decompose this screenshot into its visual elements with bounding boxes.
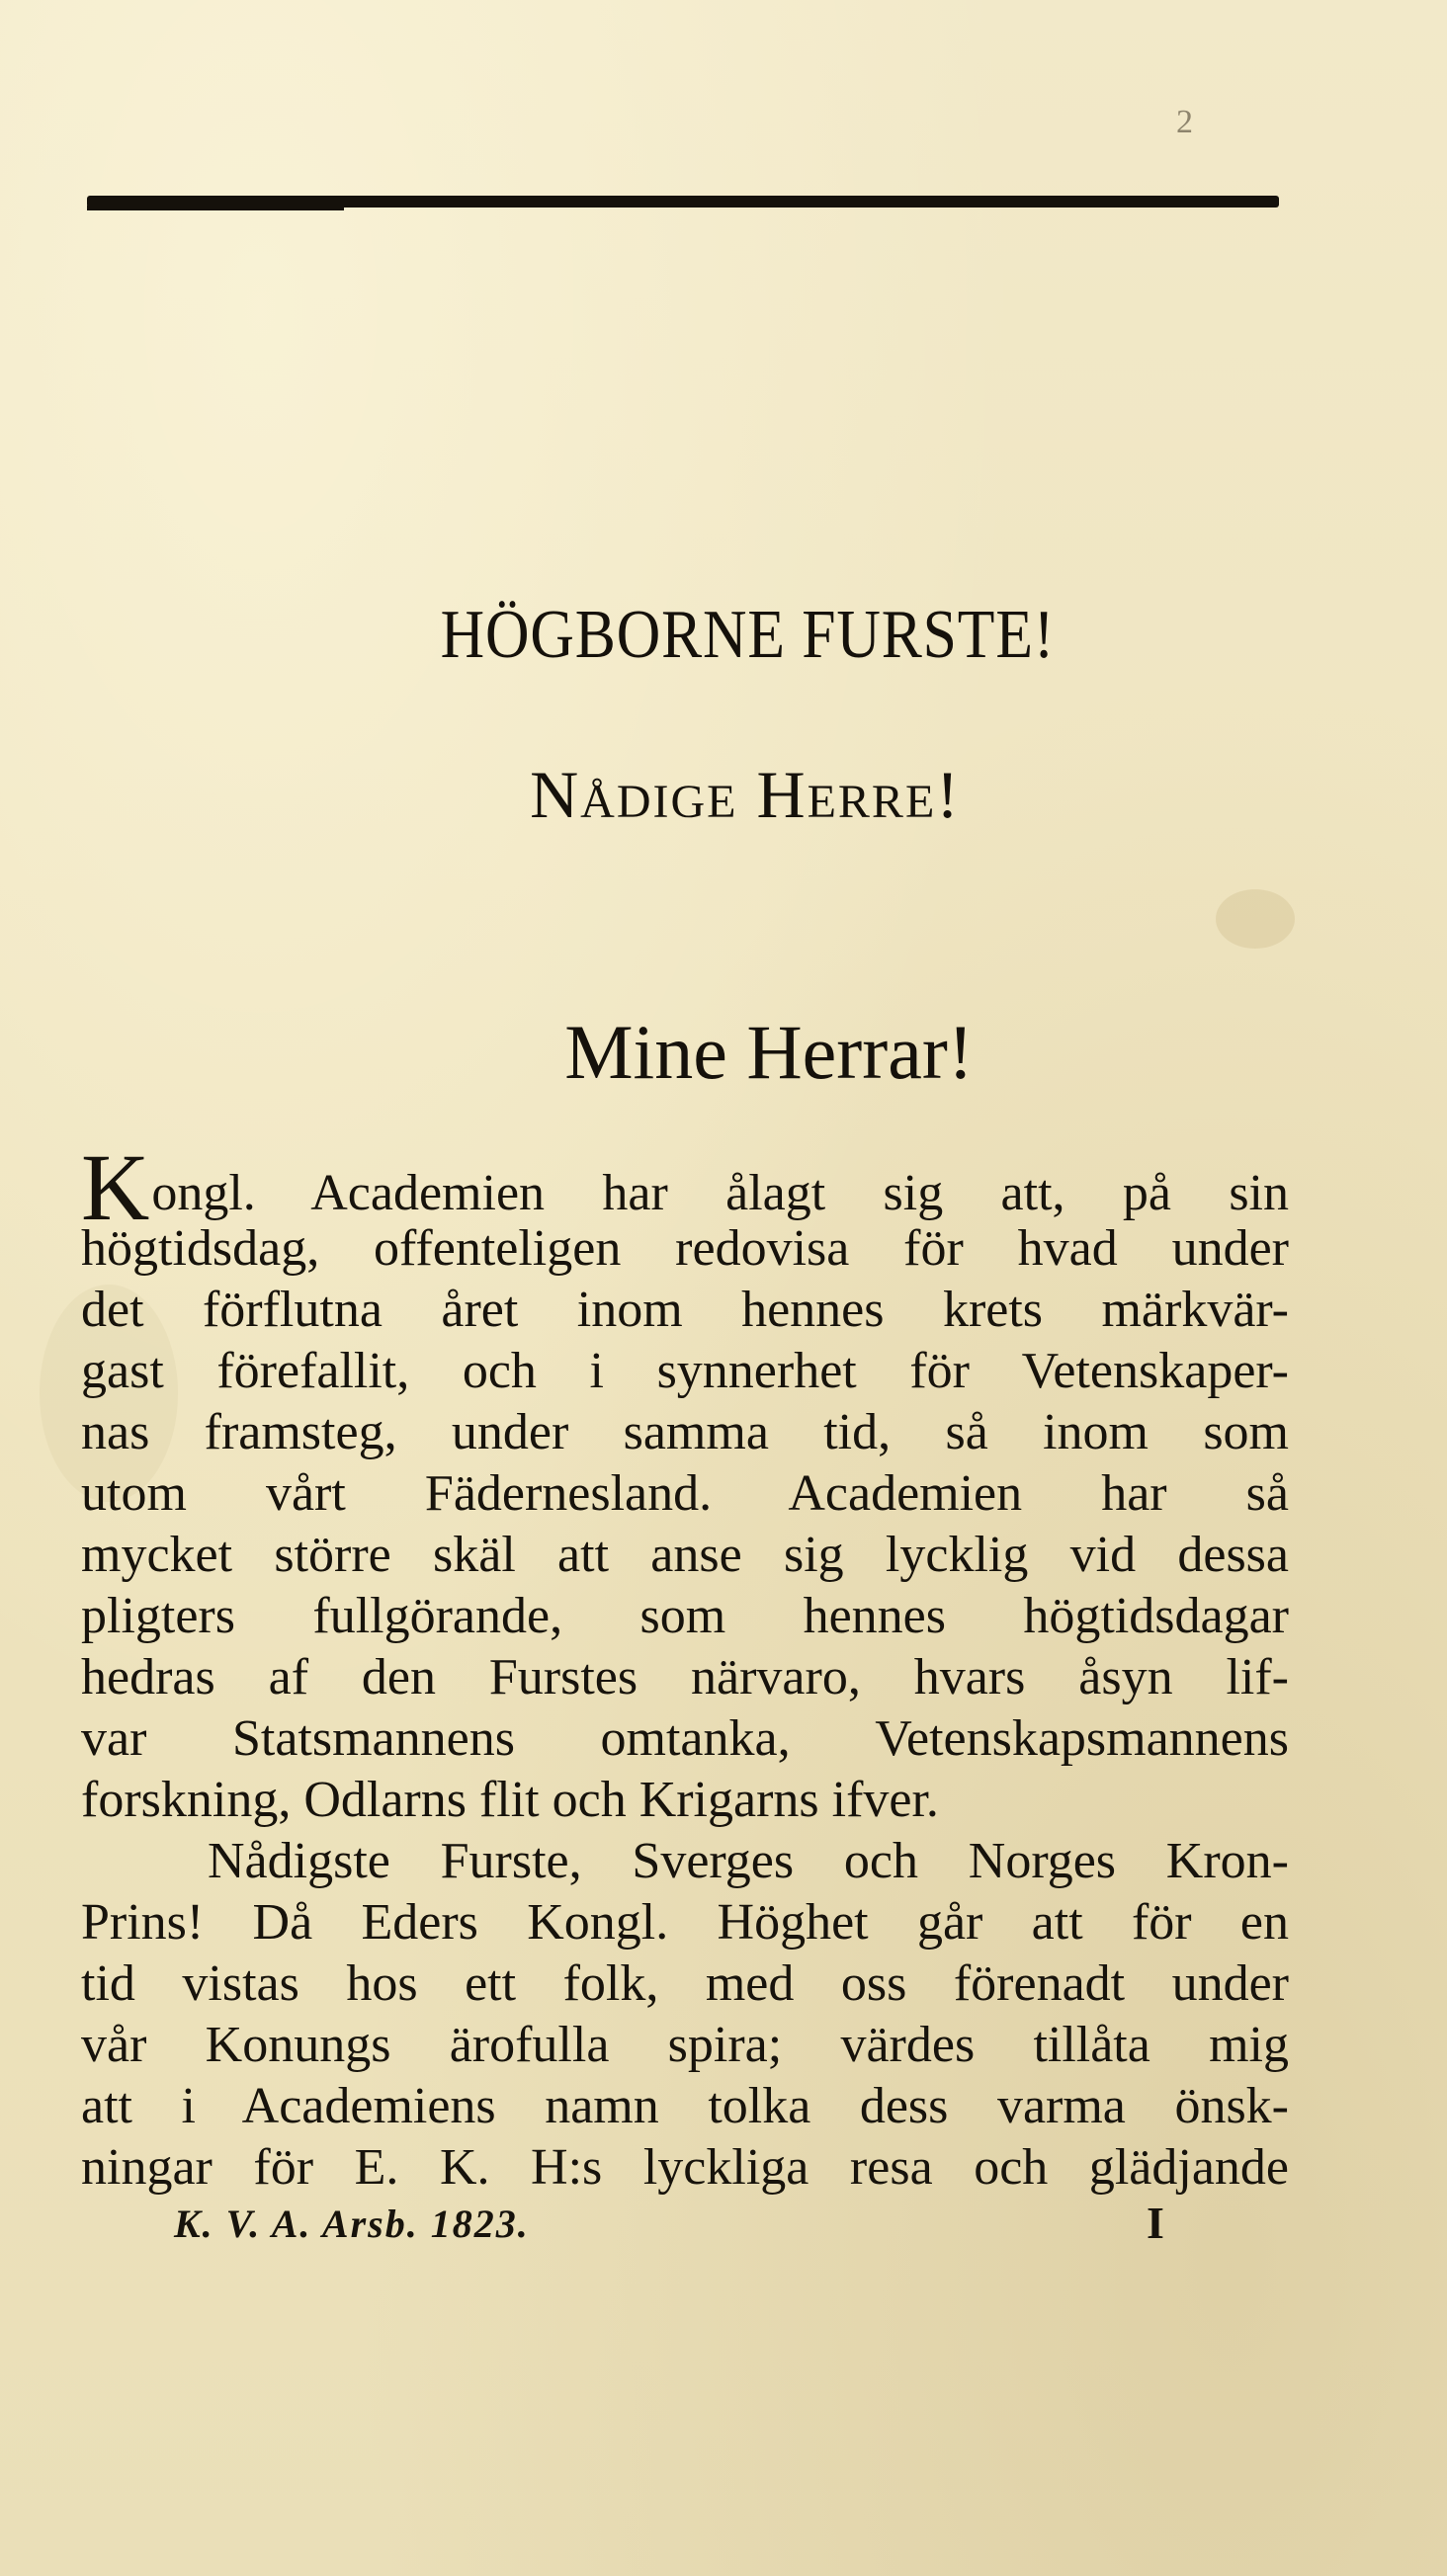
body-line: forskning, Odlarns flit och Krigarns ifver.: [81, 1772, 939, 1828]
salutation-highborn-prince: HÖGBORNE FURSTE!: [440, 597, 1056, 673]
body-line: utom vårt Fädernesland. Academien har så: [81, 1465, 1289, 1522]
body-line: tid vistas hos ett folk, med oss förenadt under: [81, 1955, 1289, 2012]
body-line: mycket större skäl att anse sig lycklig vid dessa: [81, 1527, 1289, 1583]
page-corner-mark: 2: [1176, 104, 1193, 140]
body-line: var Statsmannens omtanka, Vetenskapsmannens: [81, 1710, 1289, 1767]
header-rule-accent: [87, 206, 344, 210]
body-line: gast förefallit, och i synnerhet för Vetenskaper-: [81, 1343, 1289, 1399]
body-line: hedras af den Furstes närvaro, hvars åsyn lif-: [81, 1649, 1289, 1705]
body-line: vår Konungs ärofulla spira; värdes tillåta mig: [81, 2017, 1289, 2073]
salutation-gracious-lord: Nådige Herre!: [530, 757, 961, 832]
bleed-through-texture: [0, 212, 1447, 282]
body-line: pligters fullgörande, som hennes högtidsdagar: [81, 1588, 1289, 1644]
footer-citation: K. V. A. Arsb. 1823.: [174, 2202, 530, 2246]
salutation-gentlemen: Mine Herrar!: [564, 1009, 974, 1095]
body-line-1-text: ongl. Academien har ålagt sig att, på sin: [151, 1165, 1289, 1221]
signature-mark: I: [1147, 2198, 1164, 2248]
body-line: nas framsteg, under samma tid, så inom som: [81, 1404, 1289, 1460]
body-line: högtidsdag, offenteligen redovisa för hvad under: [81, 1220, 1289, 1277]
body-line: att i Academiens namn tolka dess varma önsk-: [81, 2078, 1289, 2134]
body-line: Prins! Då Eders Kongl. Höghet går att för en: [81, 1894, 1289, 1951]
body-line: ningar för E. K. H:s lyckliga resa och glädjande: [81, 2139, 1289, 2196]
body-line-paragraph-start: Nådigste Furste, Sverges och Norges Kron-: [208, 1833, 1289, 1889]
drop-cap: K: [81, 1134, 150, 1240]
paper-stain: [1216, 889, 1295, 949]
body-line-1: [81, 1134, 1289, 1240]
body-line: det förflutna året inom hennes krets märkvär-: [81, 1282, 1289, 1338]
